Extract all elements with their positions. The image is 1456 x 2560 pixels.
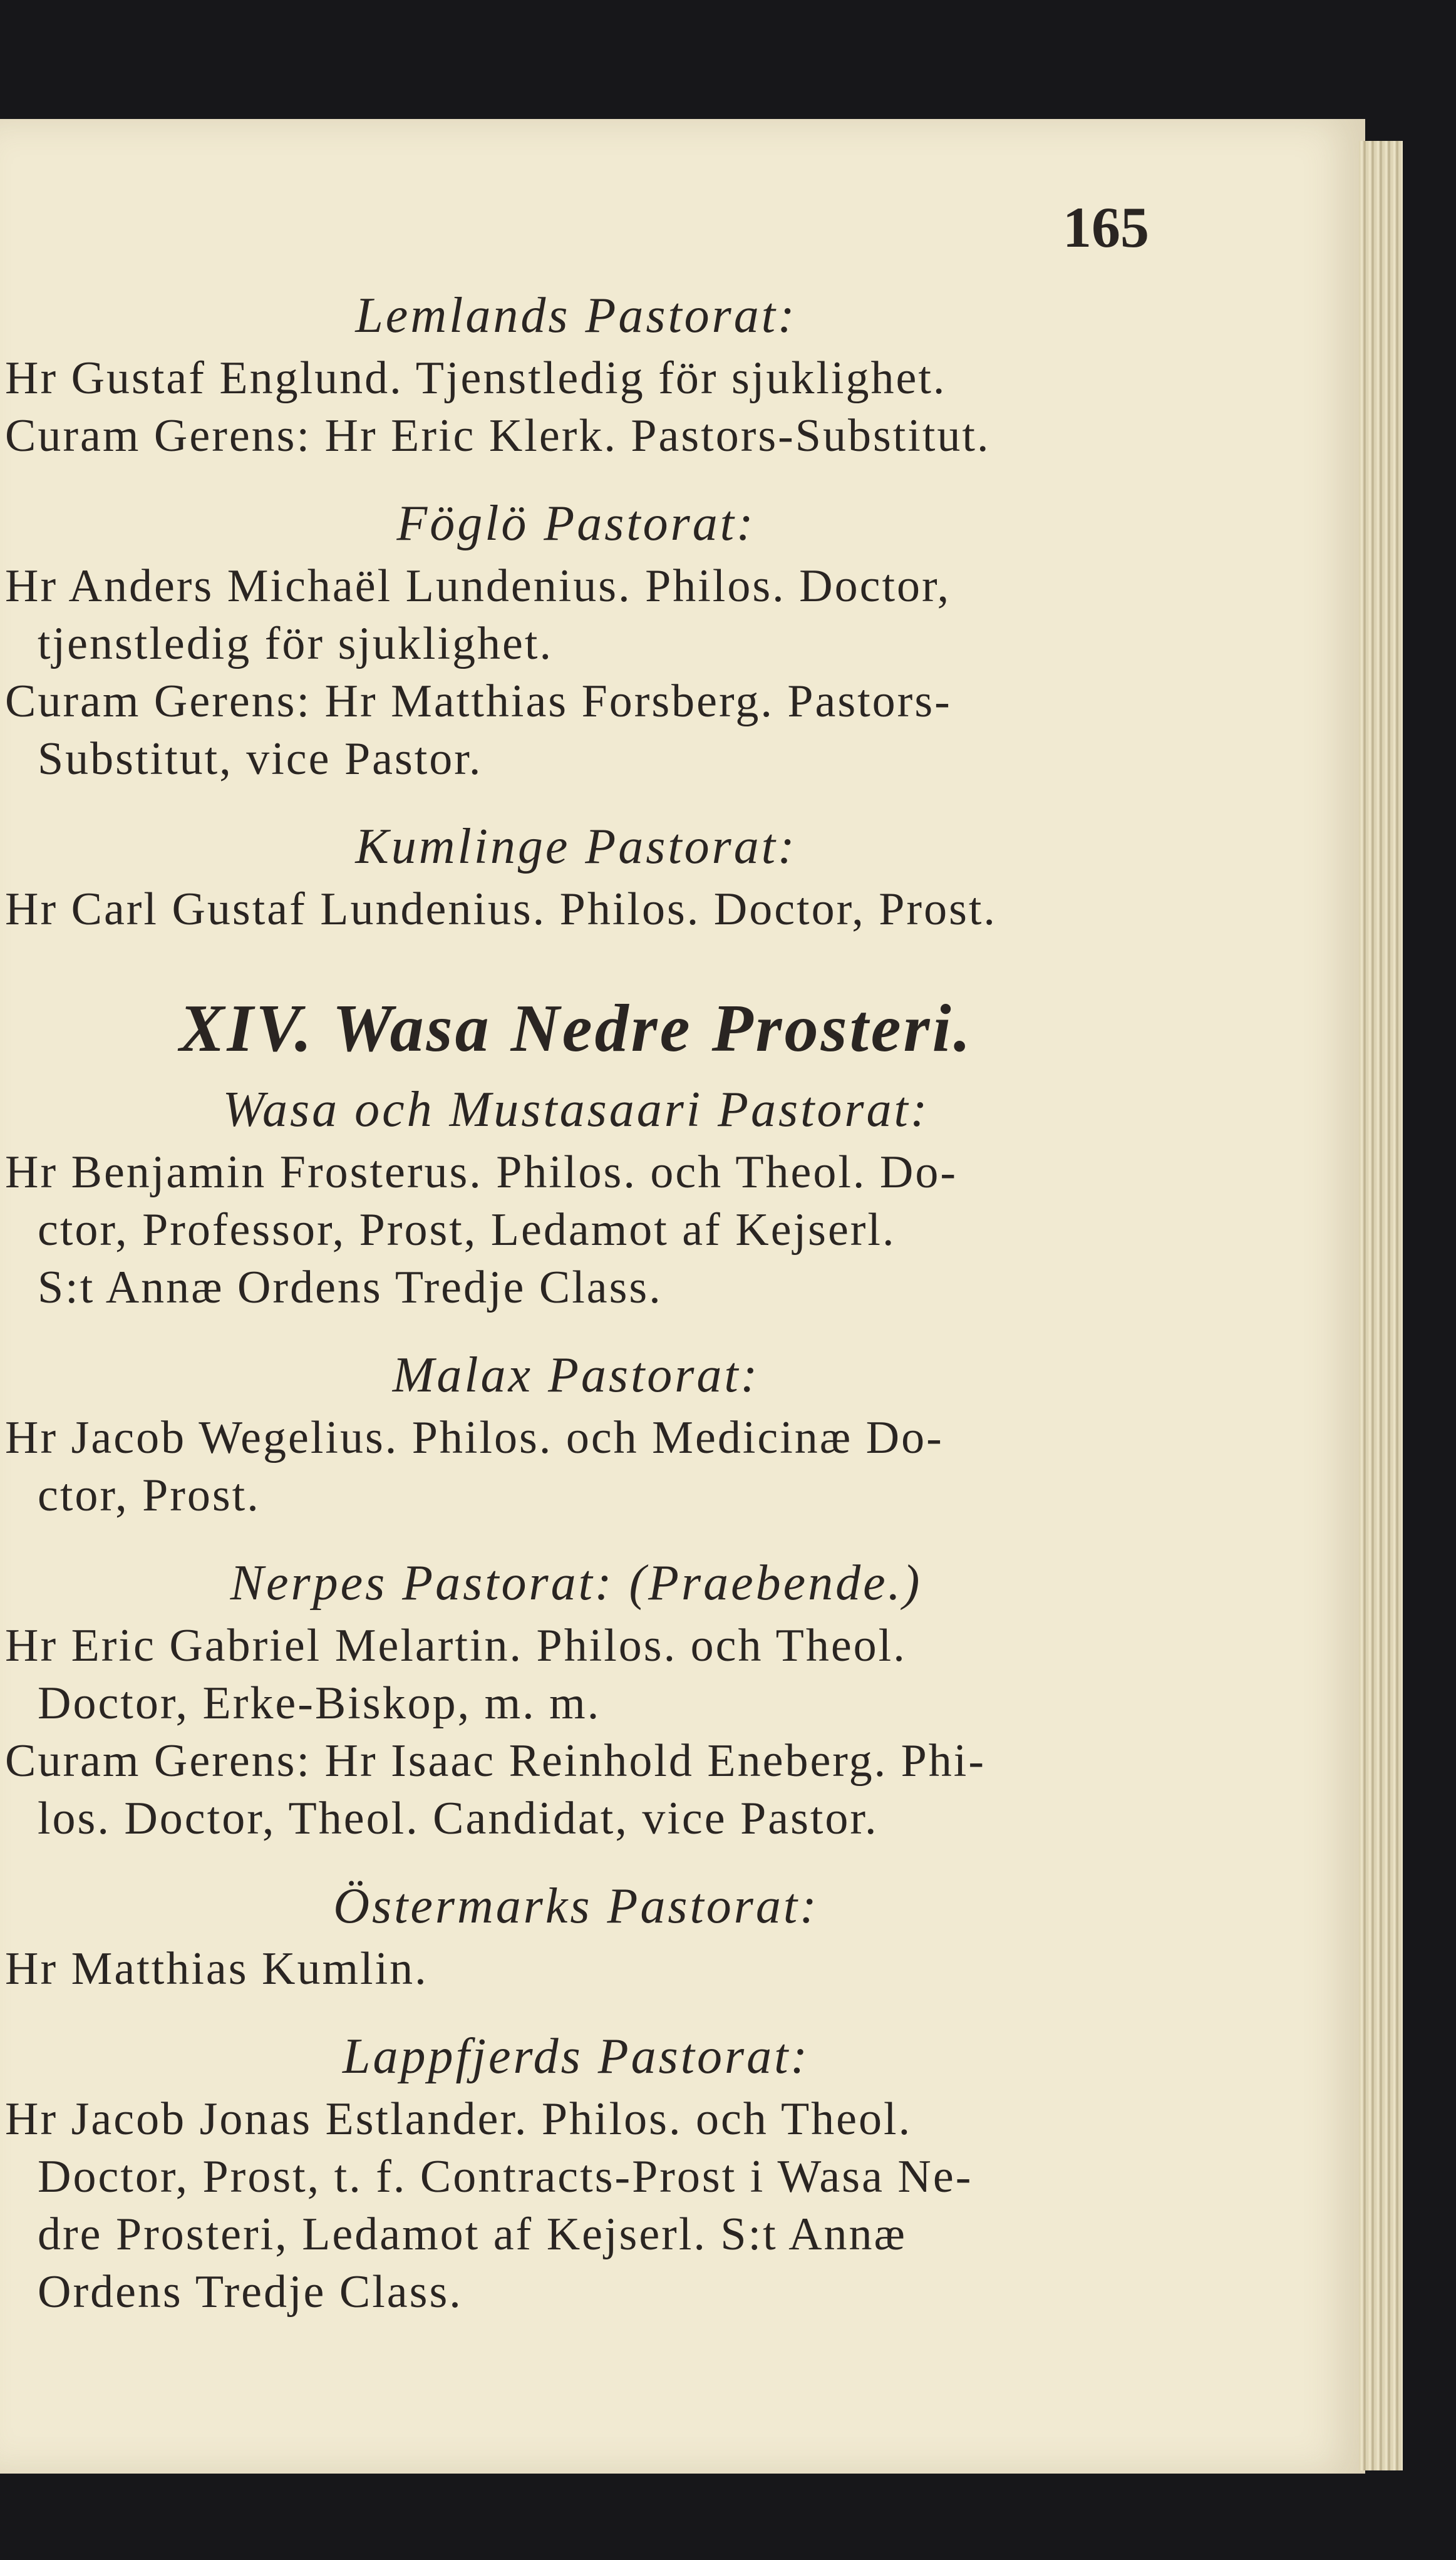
entry-line: S:t Annæ Ordens Tredje Class. xyxy=(38,1262,663,1313)
entry-line: Hr Carl Gustaf Lundenius. Philos. Doctor, Prost. xyxy=(5,884,997,935)
page-edge xyxy=(1359,141,1403,2470)
entry-line: Substitut, vice Pastor. xyxy=(38,733,483,785)
parish-heading: Kumlinge Pastorat: xyxy=(355,819,797,874)
entry-line: Hr Jacob Jonas Estlander. Philos. och Theol. xyxy=(5,2093,912,2145)
deanery-heading: XIV. Wasa Nedre Prosteri. xyxy=(179,991,973,1066)
entry-line: Hr Jacob Wegelius. Philos. och Medicinæ Do- xyxy=(5,1412,944,1463)
entry-line: Curam Gerens: Hr Eric Klerk. Pastors-Substitut. xyxy=(5,410,991,462)
parish-heading: Wasa och Mustasaari Pastorat: xyxy=(222,1082,930,1137)
parish-heading: Lappfjerds Pastorat: xyxy=(343,2029,810,2084)
entry-line: los. Doctor, Theol. Candidat, vice Pastor. xyxy=(38,1793,879,1844)
entry-line: Hr Gustaf Englund. Tjenstledig för sjuklighet. xyxy=(5,353,947,404)
entry-line: ctor, Professor, Prost, Ledamot af Kejserl. xyxy=(38,1204,896,1256)
entry-line: Doctor, Prost, t. f. Contracts-Prost i Wasa Ne- xyxy=(38,2151,973,2202)
entry-line: Hr Eric Gabriel Melartin. Philos. och Theol. xyxy=(5,1620,907,1671)
parish-heading: Nerpes Pastorat: (Praebende.) xyxy=(230,1556,922,1611)
entry-line: Hr Benjamin Frosterus. Philos. och Theol. Do- xyxy=(5,1147,958,1198)
entry-line: tjenstledig för sjuklighet. xyxy=(38,618,553,669)
entry-line: Hr Anders Michaël Lundenius. Philos. Doctor, xyxy=(5,560,951,612)
parish-heading: Lemlands Pastorat: xyxy=(355,288,797,343)
entry-line: dre Prosteri, Ledamot af Kejserl. S:t Annæ xyxy=(38,2209,907,2260)
entry-line: ctor, Prost. xyxy=(38,1470,261,1521)
parish-heading: Föglö Pastorat: xyxy=(396,496,756,551)
entry-line: Doctor, Erke-Biskop, m. m. xyxy=(38,1678,601,1729)
entry-line: Ordens Tredje Class. xyxy=(38,2266,463,2318)
parish-heading: Malax Pastorat: xyxy=(392,1348,760,1403)
page-number: 165 xyxy=(1063,195,1149,259)
entry-line: Curam Gerens: Hr Matthias Forsberg. Pastors- xyxy=(5,676,952,727)
entry-line: Hr Matthias Kumlin. xyxy=(5,1943,428,1995)
page-text xyxy=(0,282,1152,2321)
entry-line: Curam Gerens: Hr Isaac Reinhold Eneberg. Phi- xyxy=(5,1735,986,1787)
parish-heading: Östermarks Pastorat: xyxy=(333,1879,819,1934)
